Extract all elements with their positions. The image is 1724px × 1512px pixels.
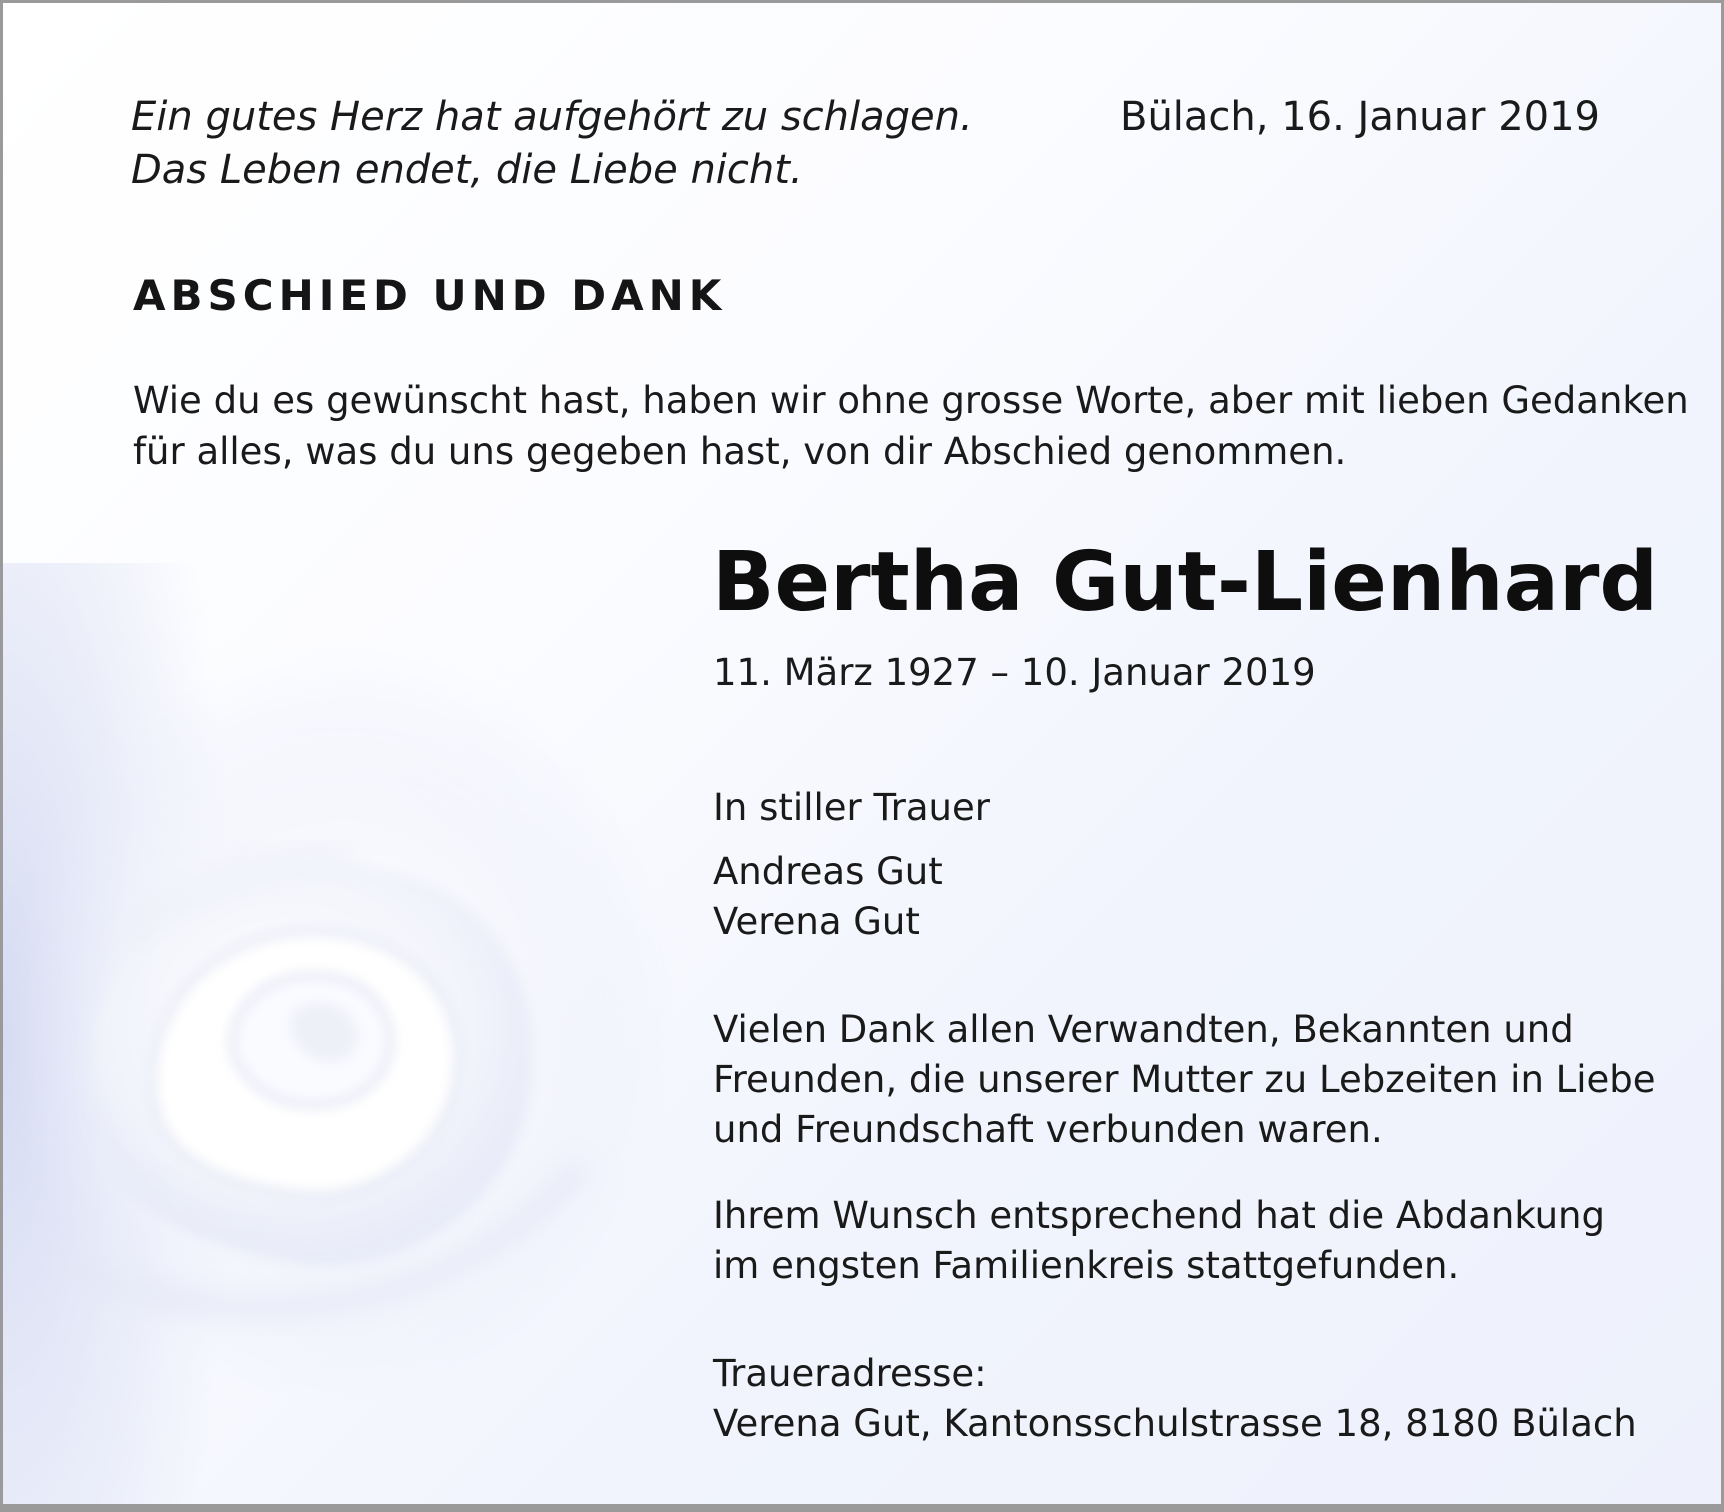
thanks-line: Vielen Dank allen Verwandten, Bekannten und (713, 1008, 1574, 1051)
intro-line: für alles, was du uns gegeben hast, von dir Abschied genommen. (133, 430, 1347, 473)
motto-line: Ein gutes Herz hat aufgehört zu schlagen. (131, 94, 973, 140)
mourner-name: Verena Gut (713, 900, 920, 943)
mourning-address: Verena Gut, Kantonsschulstrasse 18, 8180 Bülach (713, 1402, 1637, 1445)
ceremony-line: im engsten Familienkreis stattgefunden. (713, 1244, 1460, 1287)
intro-line: Wie du es gewünscht hast, haben wir ohne grosse Worte, aber mit lieben Gedanken (133, 379, 1689, 422)
motto-quote (131, 91, 973, 197)
ceremony-line: Ihrem Wunsch entsprechend hat die Abdankung (713, 1194, 1605, 1237)
thanks-line: Freunden, die unserer Mutter zu Lebzeiten in Liebe (713, 1058, 1656, 1101)
white-rose-image (3, 563, 723, 1512)
address-label: Traueradresse: (713, 1352, 987, 1395)
mourning-label: In stiller Trauer (713, 786, 990, 829)
thanks-line: und Freundschaft verbunden waren. (713, 1108, 1383, 1151)
mourner-name: Andreas Gut (713, 850, 943, 893)
thanks-paragraph (713, 1005, 1656, 1155)
mourner-list (713, 847, 943, 947)
place-date: Bülach, 16. Januar 2019 (1120, 94, 1600, 140)
deceased-name: Bertha Gut-Lienhard (712, 535, 1659, 630)
notice-heading: ABSCHIED UND DANK (133, 271, 727, 320)
motto-line: Das Leben endet, die Liebe nicht. (131, 147, 803, 193)
intro-text (133, 375, 1689, 477)
lifespan-dates: 11. März 1927 – 10. Januar 2019 (713, 651, 1316, 694)
ceremony-paragraph (713, 1191, 1605, 1291)
